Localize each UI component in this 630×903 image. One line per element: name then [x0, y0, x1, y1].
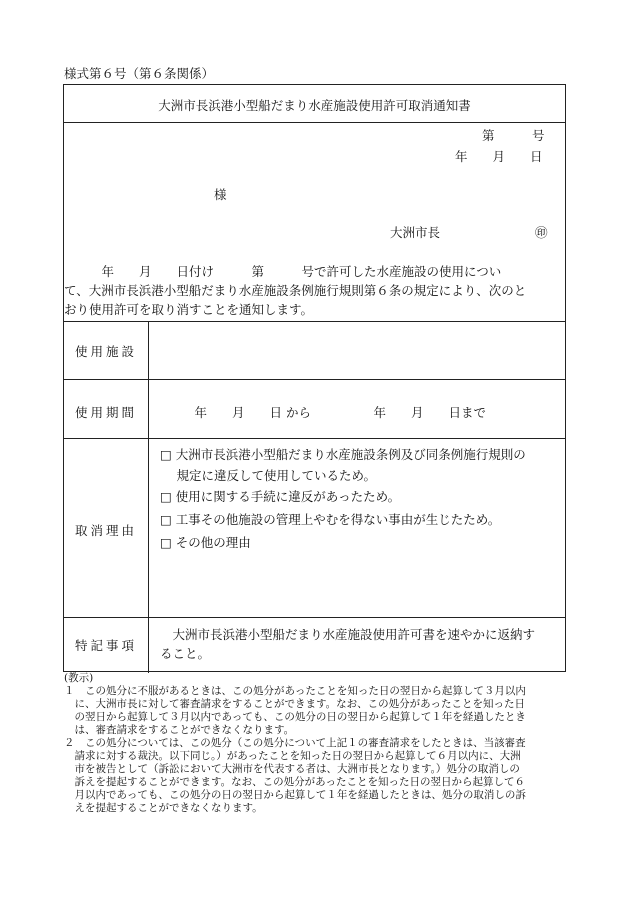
reason-option-3: □ 工事その他施設の管理上やむを得ない事由が生じたため。 [160, 512, 501, 527]
reason-option-2: □ 使用に関する手続に違反があったため。 [160, 489, 401, 504]
notes-line: えを提起することができなくなります。 [64, 802, 263, 814]
notes-line: ２ この処分については、この処分（この処分について上記１の審査請求をしたときは、当該審査 [64, 737, 526, 749]
reason-option-1: □ 大洲市長浜港小型船だまり水産施設条例及び同条例施行規則の [160, 447, 526, 462]
notes-line: の翌日から起算して３月以内であっても、この処分の日の翌日から起算して１年を経過したとき [64, 711, 526, 723]
body-line: おり使用許可を取り消すことを通知します。 [64, 302, 314, 317]
remarks-line: ること。 [160, 646, 211, 661]
divider [64, 321, 565, 322]
notes-line: 訴えを提起することができます。なお、この処分があったことを知った日の翌日から起算して６ [64, 776, 526, 788]
addressee-suffix: 様 [214, 187, 227, 202]
notes-line: 市を被告として（訴訟において大洲市を代表する者は、大洲市長となります。）処分の取消しの [64, 763, 520, 775]
remarks-label: 特記事項 [74, 638, 137, 653]
document-number: 第 号 [482, 128, 545, 143]
seal-mark: ㊞ [535, 225, 548, 240]
column-divider [148, 321, 149, 673]
form-title: 大洲市長浜港小型船だまり水産施設使用許可取消通知書 [158, 98, 471, 113]
appeal-notice [64, 672, 574, 815]
reason-option-4: □ その他の理由 [160, 535, 251, 550]
facility-label: 使用施設 [74, 344, 137, 359]
remarks-value [160, 625, 535, 663]
divider [64, 379, 565, 380]
document-date: 年 月 日 [455, 149, 543, 164]
divider [64, 617, 565, 618]
notice-form [63, 84, 566, 672]
notes-line: 請求に対する裁決。以下同じ。）があったことを知った日の翌日から起算して６月以内に、大洲 [64, 750, 521, 762]
divider [64, 122, 565, 123]
period-label: 使用期間 [74, 405, 137, 420]
reason-option-1-cont: 規定に違反して使用しているため。 [160, 468, 376, 483]
notice-body [64, 262, 565, 319]
notes-heading: (教示) [64, 672, 94, 684]
body-line: 年 月 日付け 第 号で許可した水産施設の使用につい [64, 264, 502, 279]
period-value: 年 月 日 から 年 月 日まで [182, 405, 486, 420]
form-number: 様式第６号（第６条関係） [64, 66, 215, 81]
body-line: て、大洲市長浜港小型船だまり水産施設条例施行規則第６条の規定により、次のと [64, 283, 527, 298]
reason-label: 取消理由 [74, 523, 137, 538]
remarks-line: 大洲市長浜港小型船だまり水産施設使用許可書を速やかに返納す [160, 627, 536, 642]
notes-line: 月以内であっても、この処分の日の翌日から起算して１年を経過したときは、処分の取消しの訴 [64, 789, 526, 801]
divider [64, 438, 565, 439]
notes-line: は、審査請求をすることができなくなります。 [64, 724, 295, 736]
notes-line: に、大洲市長に対して審査請求をすることができます。なお、この処分があったことを知った日 [64, 698, 526, 710]
notes-line: １ この処分に不服があるときは、この処分があったことを知った日の翌日から起算して３月以内 [64, 685, 526, 697]
issuer-name: 大洲市長 [390, 225, 441, 240]
